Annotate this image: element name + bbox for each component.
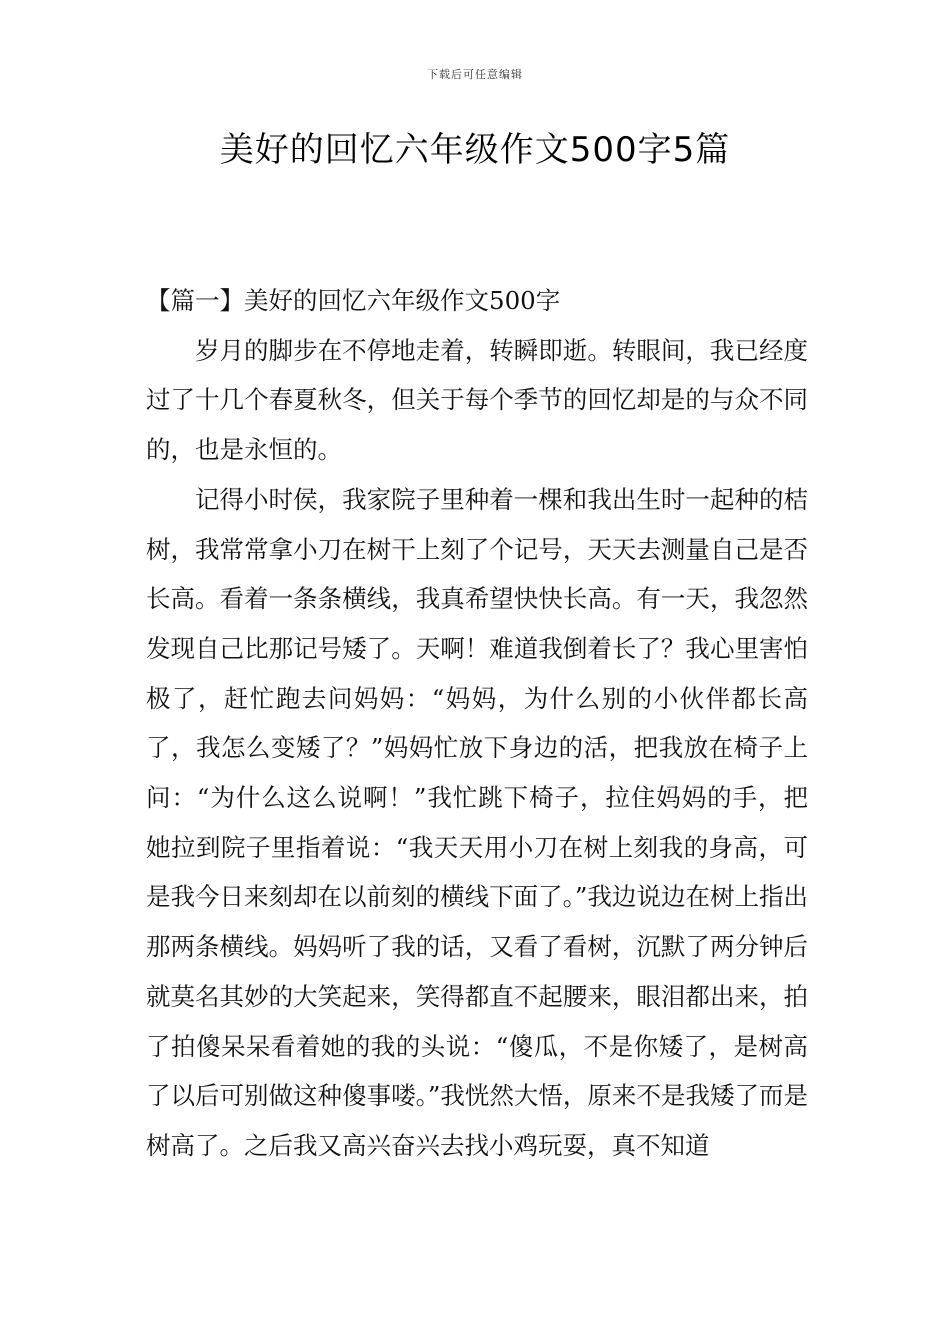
document-body (146, 276, 808, 1171)
document-title: 美好的回忆六年级作文500字5篇 (219, 130, 731, 170)
paragraph: 岁月的脚步在不停地走着，转瞬即逝。转眼间，我已经度过了十几个春夏秋冬，但关于每个季节的回忆却是的与众不同的，也是永恒的。 (146, 335, 808, 465)
paragraph: 记得小时侯，我家院子里种着一棵和我出生时一起种的桔树，我常常拿小刀在树干上刻了个记号，天天去测量自己是否长高。看着一条条横线，我真希望快快长高。有一天，我忽然发现自己比那记号矮了。天啊！难道我倒着长了？我心里害怕极了，赶忙跑去问妈妈：“妈妈，为什么别的小伙伴都长高了，我怎么变矮了？”妈妈忙放下身边的活，把我放在椅子上问：“为什么这么说啊！”我忙跳下椅子，拉住妈妈的手，把她拉到院子里指着说：“我天天用小刀在树上刻我的身高，可是我今日来刻却在以前刻的横线下面了。”我边说边在树上指出那两条横线。妈妈听了我的话，又看了看树，沉默了两分钟后就莫名其妙的大笑起来，笑得都直不起腰来，眼泪都出来，拍了拍傻呆呆看着她的我的头说：“傻瓜，不是你矮了，是树高了以后可别做这种傻事喽。”我恍然大悟，原来不是我矮了而是树高了。之后我又高兴奋兴去找小鸡玩耍，真不知道 (146, 484, 808, 1160)
section-heading: 【篇一】美好的回忆六年级作文500字 (146, 286, 561, 315)
header-note: 下载后可任意编辑 (427, 68, 523, 81)
